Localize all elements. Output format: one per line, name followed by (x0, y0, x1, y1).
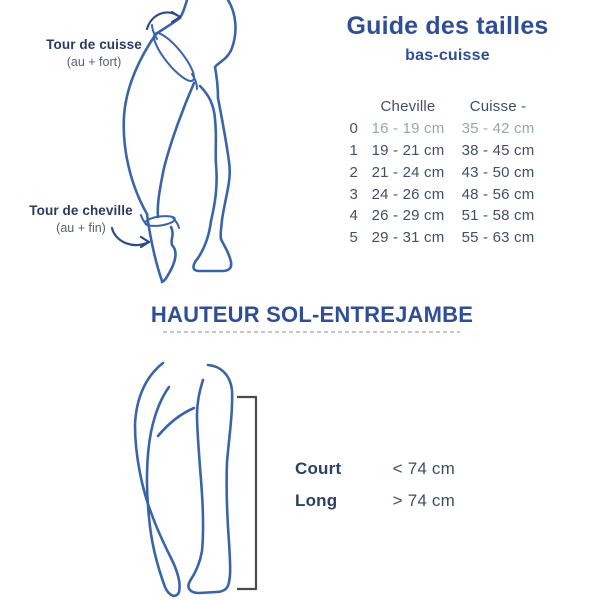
thigh-range-cell: 51 - 58 cm (461, 207, 535, 225)
length-label-long: Long (295, 491, 338, 510)
ankle-range-value: 16 - 19 cm (371, 120, 445, 138)
torso-front-line (156, 0, 187, 34)
ankle-range-cell: 21 - 24 cm (371, 163, 445, 181)
column-header-thigh: Cuisse - (469, 98, 527, 116)
thigh-range-cell: 55 - 63 cm (461, 229, 535, 247)
thigh-annotation-note: (au + fort) (66, 55, 122, 69)
back-leg-back-line (218, 98, 230, 239)
ankle-annotation-note: (au + fin) (56, 221, 106, 235)
thigh-range-cell: 38 - 45 cm (461, 141, 535, 159)
front-leg-foot-front-line (147, 214, 162, 281)
front-leg-foot-back-line (162, 227, 175, 282)
length-value-court: < 74 cm (392, 459, 455, 478)
size-cell: 0 (349, 120, 358, 138)
section-heading-floor-to-crotch: HAUTEUR SOL-ENTREJAMBE (150, 302, 474, 327)
back-leg-front-line (200, 86, 217, 221)
left-leg-outline (135, 363, 180, 596)
size-guide-header (340, 12, 555, 65)
size-cell: 1 (349, 141, 358, 159)
thigh-range-cell: 48 - 56 cm (461, 185, 535, 203)
ankle-range-cell: 26 - 29 cm (371, 207, 445, 225)
torso-back-line (215, 0, 235, 98)
ankle-annotation-label: Tour de cheville (29, 203, 133, 218)
length-value-long: > 74 cm (392, 491, 455, 510)
ankle-range-cell: 24 - 26 cm (371, 185, 445, 203)
legs-illustration-bottom (95, 348, 310, 600)
page-title: Guide des tailles (346, 12, 549, 40)
thigh-range-cell (458, 120, 538, 137)
ankle-range-cell: 19 - 21 cm (371, 141, 445, 159)
size-cell: 4 (349, 207, 358, 225)
length-option-court (295, 459, 455, 479)
thigh-range-cell: 43 - 50 cm (461, 163, 535, 181)
thigh-annotation-label: Tour de cuisse (46, 37, 142, 52)
column-header-ankle: Cheville (380, 98, 436, 116)
ankle-annotation (15, 203, 147, 235)
size-cell: 3 (349, 185, 358, 203)
right-leg-outline (188, 365, 232, 593)
back-leg-foot-line (193, 221, 231, 271)
size-cell: 2 (349, 163, 358, 181)
size-table (338, 96, 538, 249)
page-subtitle: bas-cuisse (405, 47, 490, 64)
measurement-bracket (237, 397, 256, 589)
size-cell: 5 (349, 229, 358, 247)
length-label-court: Court (295, 459, 342, 478)
dashed-divider (163, 331, 460, 333)
thigh-range-value: 35 - 42 cm (461, 120, 535, 138)
ankle-range-cell: 29 - 31 cm (371, 229, 445, 247)
front-leg-inner-line (158, 83, 194, 217)
ankle-ellipse-tip-right (173, 218, 179, 228)
thigh-annotation (28, 37, 160, 69)
ankle-range-cell (368, 120, 448, 137)
inner-thigh-line (158, 408, 194, 436)
length-option-long (295, 491, 455, 511)
